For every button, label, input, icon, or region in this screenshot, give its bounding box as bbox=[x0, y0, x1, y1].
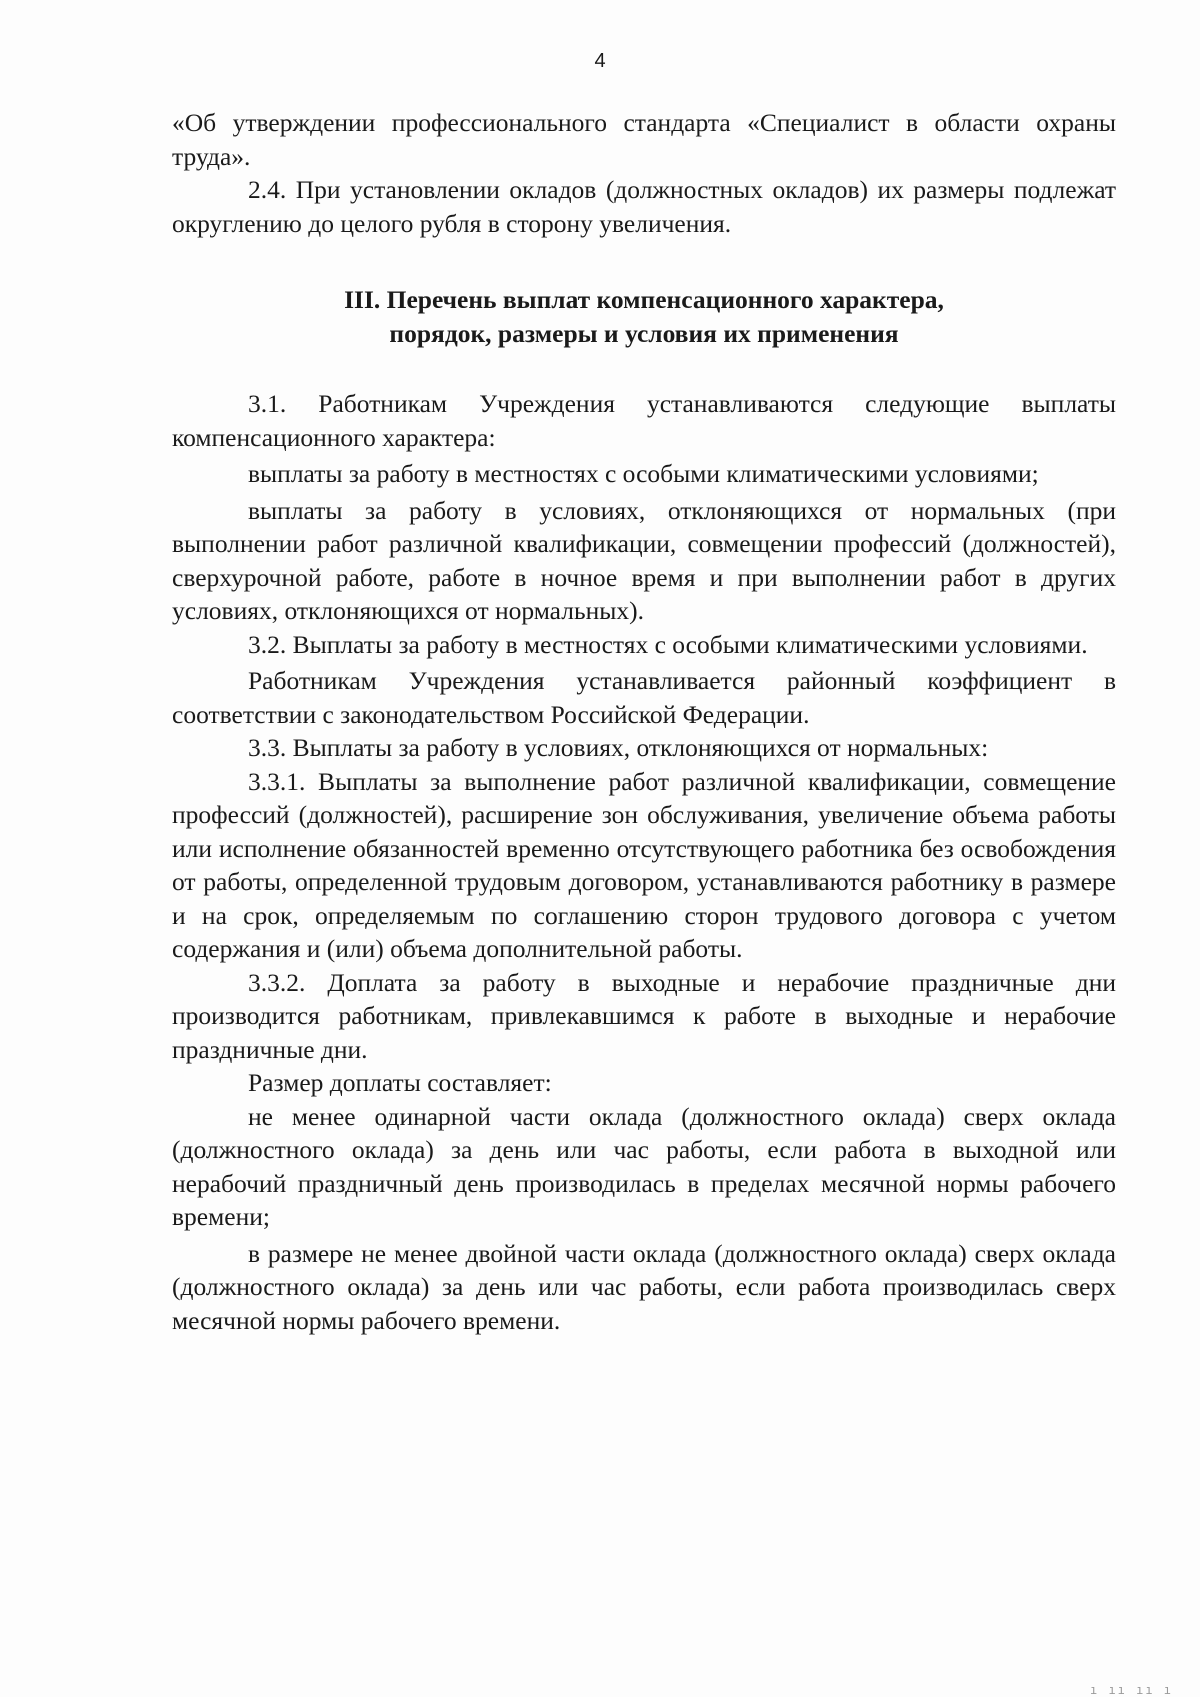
scan-edge-artifact: ı ıı ıı ı bbox=[1090, 1683, 1174, 1697]
paragraph-2-4: 2.4. При установлении окладов (должностных окладов) их размеры подлежат округлению до целого рубля в сторону увеличения. bbox=[172, 175, 1116, 238]
paragraph-double-part: в размере не менее двойной части оклада (должностного оклада) сверх оклада (должностного оклада) за день или час работы, если работа производилась сверх месячной нормы рабочего времени. bbox=[172, 1238, 1116, 1335]
section-heading bbox=[172, 283, 1116, 351]
document-body bbox=[172, 106, 1116, 1337]
paragraph-3-2: 3.2. Выплаты за работу в местностях с особыми климатическими условиями. bbox=[248, 629, 1088, 659]
paragraph-standard-reference: «Об утверждении профессионального стандарта «Специалист в области охраны труда». bbox=[172, 108, 1116, 171]
page-number: 4 bbox=[594, 50, 606, 72]
paragraph-regional-coefficient: Работникам Учреждения устанавливается районный коэффициент в соответствии с законодательством Российской Федерации. bbox=[172, 666, 1116, 729]
paragraph-3-3-2: 3.3.2. Доплата за работу в выходные и нерабочие праздничные дни производится работникам, привлекавшимся к работе в выходные и нерабочие праздничные дни. bbox=[172, 967, 1116, 1064]
paragraph-abnormal-conditions-payments: выплаты за работу в условиях, отклоняющихся от нормальных (при выполнении работ различной квалификации, совмещении профессий (должностей), сверхурочной работе, работе в ночное время и при выполнении работ в других условиях, отклоняющихся от нормальных). bbox=[172, 495, 1116, 625]
section-heading-line-2: порядок, размеры и условия их применения bbox=[389, 319, 899, 348]
paragraph-single-part: не менее одинарной части оклада (должностного оклада) сверх оклада (должностного оклада) за день или час работы, если работа в выходной или нерабочий праздничный день производилась в пределах месячной нормы рабочего времени; bbox=[172, 1101, 1116, 1231]
paragraph-climatic-payments: выплаты за работу в местностях с особыми климатическими условиями; bbox=[248, 459, 1039, 488]
section-heading-line-1: III. Перечень выплат компенсационного характера, bbox=[344, 285, 944, 314]
paragraph-payment-size: Размер доплаты составляет: bbox=[248, 1068, 552, 1097]
paragraph-3-3: 3.3. Выплаты за работу в условиях, отклоняющихся от нормальных: bbox=[248, 733, 989, 762]
paragraph-3-3-1: 3.3.1. Выплаты за выполнение работ различной квалификации, совмещение профессий (должностей), расширение зон обслуживания, увеличение объема работы или исполнение обязанностей временно отсутствующего работника без освобождения от работы, определенной трудовым договором, устанавливаются работнику в размере и на срок, определяемым по соглашению сторон трудового договора с учетом содержания и (или) объема дополнительной работы. bbox=[172, 766, 1116, 963]
paragraph-3-1: 3.1. Работникам Учреждения устанавливаются следующие выплаты компенсационного характера: bbox=[172, 389, 1116, 452]
